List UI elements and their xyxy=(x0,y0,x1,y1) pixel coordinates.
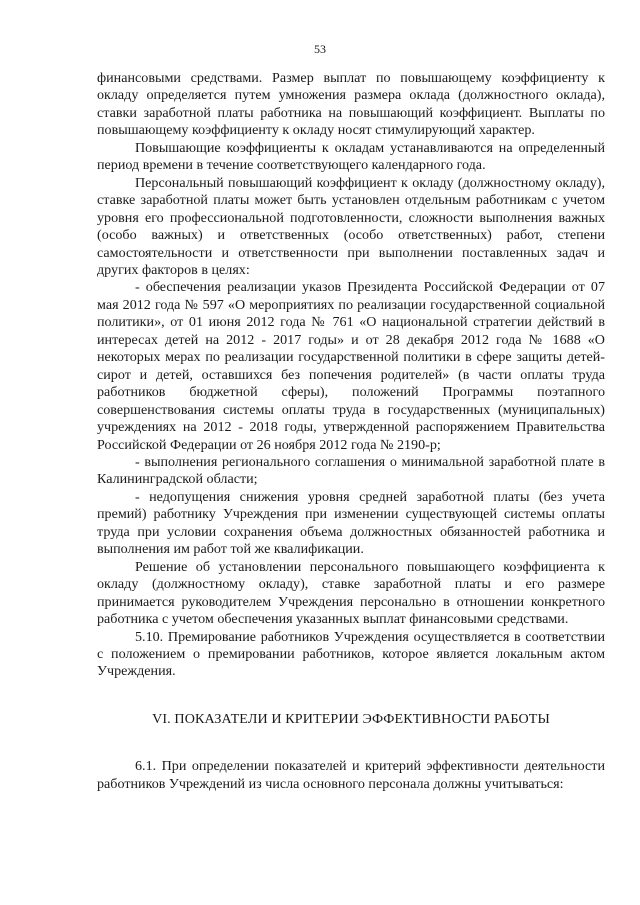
page-number: 53 xyxy=(314,42,326,56)
paragraph-coefficients-period: Повышающие коэффициенты к окладам устанавливаются на определенный период времени в течение соответствующего календарного года. xyxy=(97,139,605,174)
section-heading: VI. ПОКАЗАТЕЛИ И КРИТЕРИИ ЭФФЕКТИВНОСТИ РАБОТЫ xyxy=(152,710,550,727)
document-body xyxy=(97,70,605,793)
paragraph-continuation: финансовыми средствами. Размер выплат по повышающему коэффициенту к окладу определяется путем умножения размера оклада (должностного оклада), ставки заработной платы работника на повышающий коэффициент. Выплаты по повышающему коэффициенту к окладу носят стимулирующий характер. xyxy=(97,70,605,139)
paragraph-6-1: 6.1. При определении показателей и критерий эффективности деятельности работников Учреждений из числа основного персонала должны учитываться: xyxy=(97,758,605,792)
list-item-salary-preservation: - недопущения снижения уровня средней заработной платы (без учета премий) работнику Учреждения при изменении существующей системы оплаты труда при условии сохранения объема должностных обязанностей работника и выполнения им работ той же квалификации. xyxy=(97,488,605,558)
paragraph-personal-coefficient: Персональный повышающий коэффициент к окладу (должностному окладу), ставке заработной платы может быть установлен отдельным работникам с учетом уровня его профессиональной подготовленности, сложности выполнения важных (особо важных) и ответственных (особо ответственных) работ, степени самостоятельности и ответственности при выполнении поставленных задач и других факторов в целях: xyxy=(97,174,605,278)
paragraph-5-10-bonuses: 5.10. Премирование работников Учреждения осуществляется в соответствии с положением о премировании работников, которое является локальным актом Учреждения. xyxy=(97,628,605,680)
list-item-regional-agreement: - выполнения регионального соглашения о минимальной заработной плате в Калининградской области; xyxy=(97,453,605,488)
list-item-presidential-decrees: - обеспечения реализации указов Президента Российской Федерации от 07 мая 2012 года № 597 «О мероприятиях по реализации государственной социальной политики», от 01 июня 2012 года № 761 «О национальной стратегии действий в интересах детей на 2012 - 2017 годы» и от 28 декабря 2012 года № 1688 «О некоторых мерах по реализации государственной политики в сфере защиты детей-сирот и детей, оставшихся без попечения родителей» (в части оплаты труда работников бюджетной сферы), положений Программы поэтапного совершенствования системы оплаты труда в государственных (муниципальных) учреждениях на 2012 - 2018 годы, утвержденной распоряжением Правительства Российской Федерации от 26 ноября 2012 года № 2190-р; xyxy=(97,279,605,453)
paragraph-decision: Решение об установлении персонального повышающего коэффициента к окладу (должностному окладу), ставке заработной платы и его размере принимается руководителем Учреждения персонально в отношении конкретного работника с учетом обеспечения указанных выплат финансовыми средствами. xyxy=(97,558,605,628)
